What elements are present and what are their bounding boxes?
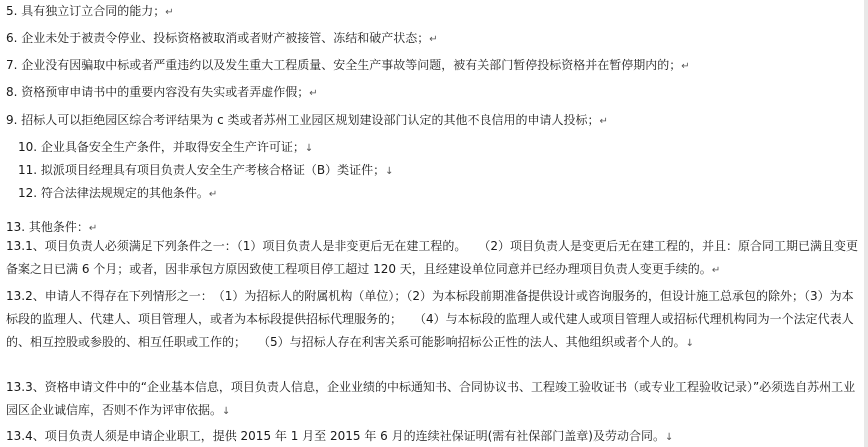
line-break-icon: ↓	[664, 432, 674, 443]
line-break-icon: ↓	[385, 166, 394, 177]
line-break-icon: ↓	[222, 406, 231, 417]
clause-9	[6, 112, 864, 130]
clause-12	[18, 185, 864, 203]
clause-text: 9. 招标人可以拒绝园区综合考评结果为 c 类或者苏州工业园区规划建设部门认定的其他不良信用的申请人投标；	[6, 113, 600, 127]
clause-text: 10. 企业具备安全生产条件，并取得安全生产许可证；	[18, 140, 305, 154]
clause-text: 13.3、资格申请文件中的“企业基本信息，项目负责人信息，企业业绩的中标通知书、合同协议书、工程竣工验收证书（或专业工程验收记录）”必须选自苏州工业园区企业诚信库，否则不作为评审依据。	[6, 380, 856, 417]
clause-text: 5. 具有独立订立合同的能力；	[6, 4, 166, 18]
clause-text: 8. 资格预审申请书中的重要内容没有失实或者弄虚作假；	[6, 85, 310, 99]
clause-8	[6, 84, 864, 102]
clause-13-1	[6, 235, 864, 282]
clause-13-3	[6, 376, 864, 423]
paragraph-mark-icon: ↵	[711, 265, 721, 276]
paragraph-mark-icon: ↵	[599, 116, 608, 127]
paragraph-mark-icon: ↵	[429, 34, 438, 45]
clause-text: 13.2、申请人不得存在下列情形之一： （1）为招标人的附属机构（单位）；（2）为本标段前期准备提供设计或咨询服务的，但设计施工总承包的除外；（3）为本标段的监理人、代建人、项目管理人，或者为本标段提供招标代理服务的； （4）与本标段的监理人或代建人或项目管理人或招标代理机构同为一个法定代表人的、相互控股或参股的、相互任职或工作的； （5）与招标人存在利害关系可能影响招标公正性的法人、其他组织或者个人的。	[6, 289, 854, 349]
clause-7	[6, 57, 864, 75]
paragraph-mark-icon: ↵	[208, 189, 218, 200]
clause-13-2	[6, 285, 864, 355]
paragraph-mark-icon: ↵	[681, 61, 690, 72]
clause-text: 11. 拟派项目经理具有项目负责人安全生产考核合格证（B）类证件；	[18, 163, 386, 177]
paragraph-mark-icon: ↵	[165, 7, 174, 18]
clause-text: 12. 符合法律法规规定的其他条件。	[18, 186, 209, 200]
line-break-icon: ↓	[304, 143, 314, 154]
clause-11	[18, 162, 864, 180]
paragraph-mark-icon: ↵	[88, 223, 98, 234]
clause-5	[6, 3, 864, 21]
clause-text: 13.4、项目负责人须是申请企业职工，提供 2015 年 1 月至 2015 年 6 月的连续社保证明(需有社保部门盖章)及劳动合同。	[6, 429, 665, 443]
clause-13-4	[6, 428, 864, 446]
clause-text: 13. 其他条件：	[6, 220, 89, 234]
clause-6	[6, 30, 864, 48]
clause-text: 7. 企业没有因骗取中标或者严重违约以及发生重大工程质量、安全生产事故等问题，被有关部门暂停投标资格并在暂停期内的；	[6, 58, 682, 72]
vertical-scrollbar[interactable]	[864, 0, 868, 447]
paragraph-mark-icon: ↵	[309, 88, 318, 99]
clause-text: 13.1、项目负责人必须满足下列条件之一：（1）项目负责人是非变更后无在建工程的。 （2）项目负责人是变更后无在建工程的，并且：原合同工期已满且变更备案之日已满 6 个月；或者，因非承包方原因致使工程项目停工超过 120 天，且经建设单位同意并已经办理项目负责人变更手续的。	[6, 239, 858, 276]
clause-10	[18, 139, 864, 157]
line-break-icon: ↓	[685, 338, 695, 349]
clause-text: 6. 企业未处于被责令停业、投标资格被取消或者财产被接管、冻结和破产状态；	[6, 31, 430, 45]
